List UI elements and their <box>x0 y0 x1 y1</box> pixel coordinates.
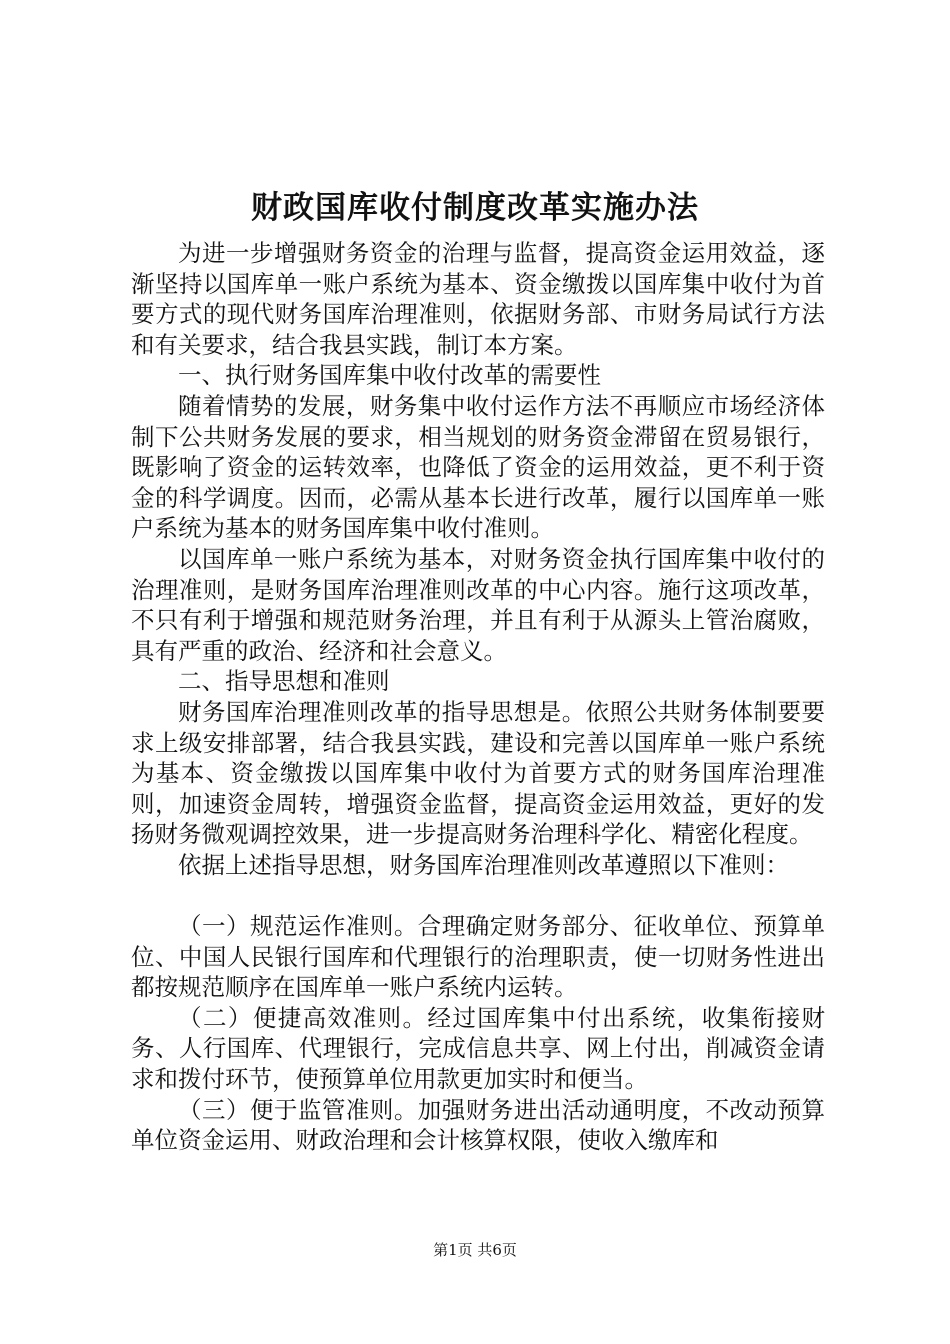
document-title: 财政国库收付制度改革实施办法 <box>251 190 699 226</box>
paragraph: 依据上述指导思想，财务国库治理准则改革遵照以下准则： <box>178 850 789 879</box>
paragraph-intro: 为进一步增强财务资金的治理与监督，提高资金运用效益，逐渐坚持以国库单一账户系统为基本、资金缴拨以国库集中收付为首要方式的现代财务国库治理准则，依据财务部、市财务局试行方法和有关要求，结合我县实践，制订本方案。 <box>131 239 825 359</box>
section-heading-1: 一、执行财务国库集中收付改革的需要性 <box>178 361 601 390</box>
principle-item-1: （一）规范运作准则。合理确定财务部分、征收单位、预算单位、中国人民银行国库和代理银行的治理职责，使一切财务性进出都按规范顺序在国库单一账户系统内运转。 <box>131 912 825 1002</box>
principle-item-2: （二）便捷高效准则。经过国库集中付出系统，收集衔接财务、人行国库、代理银行，完成信息共享、网上付出，削减资金请求和拨付环节，使预算单位用款更加实时和便当。 <box>131 1003 825 1094</box>
document-body <box>131 238 825 1156</box>
paragraph: 以国库单一账户系统为基本，对财务资金执行国库集中收付的治理准则，是财务国库治理准则改革的中心内容。施行这项改革，不只有利于增强和规范财务治理，并且有利于从源头上管治腐败，具有严重的政治、经济和社会意义。 <box>131 544 825 665</box>
page-footer: 第1页 共6页 <box>433 1241 517 1259</box>
principle-item-3: （三）便于监管准则。加强财务进出活动通明度，不改动预算单位资金运用、财政治理和会计核算权限，使收入缴库和 <box>131 1095 825 1155</box>
paragraph: 财务国库治理准则改革的指导思想是。依照公共财务体制要要求上级安排部署，结合我县实践，建设和完善以国库单一账户系统为基本、资金缴拨以国库集中收付为首要方式的财务国库治理准则，加速资金周转，增强资金监督，提高资金运用效益，更好的发扬财务微观调控效果，进一步提高财务治理科学化、精密化程度。 <box>131 697 825 849</box>
paragraph: 随着情势的发展，财务集中收付运作方法不再顺应市场经济体制下公共财务发展的要求，相当规划的财务资金滞留在贸易银行，既影响了资金的运转效率，也降低了资金的运用效益，更不利于资金的科学调度。因而，必需从基本长进行改革，履行以国库单一账户系统为基本的财务国库集中收付准则。 <box>131 391 825 543</box>
blank-line <box>131 880 825 911</box>
section-heading-2: 二、指导思想和准则 <box>178 667 390 696</box>
